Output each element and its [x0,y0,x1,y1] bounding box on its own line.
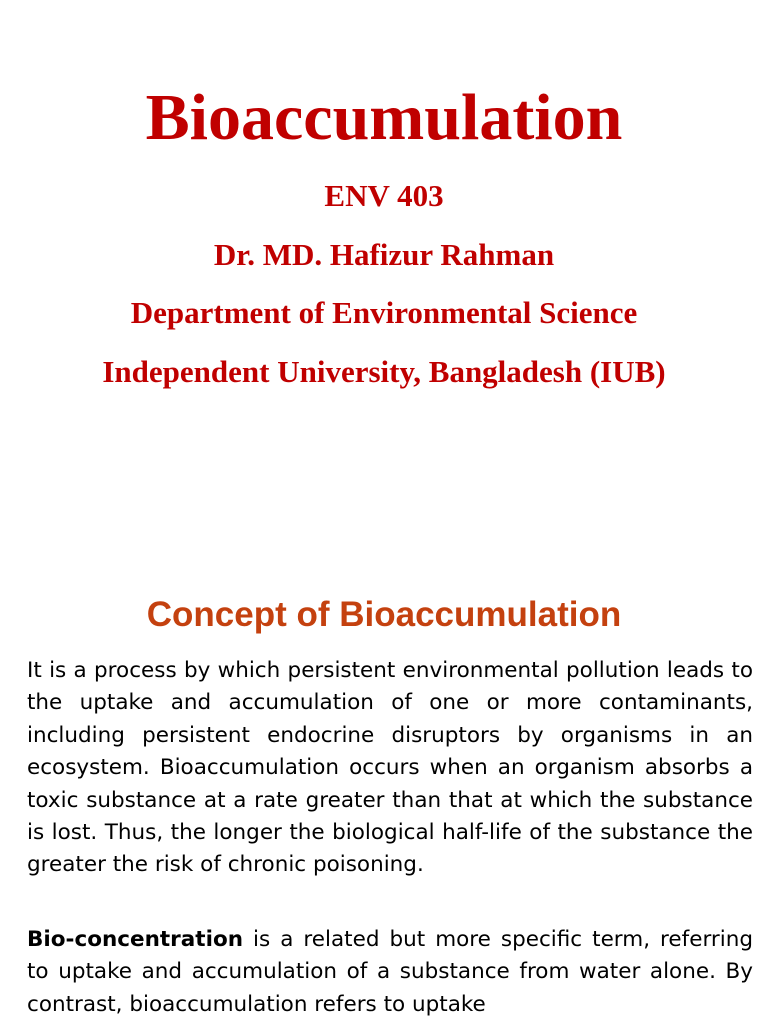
author-name: Dr. MD. Hafizur Rahman [213,237,555,272]
slide-title: Bioaccumulation [145,81,623,154]
department-name: Department of Environmental Science [130,295,638,330]
paragraph-bioconcentration [27,924,753,1021]
section-heading: Concept of Bioaccumulation [146,595,622,634]
university-name: Independent University, Bangladesh (IUB) [102,354,666,389]
paragraph-definition: It is a process by which persistent environmental pollution leads to the uptake and accumulation of one or more contaminants, including persistent endocrine disruptors by organisms in an ecosystem. Bioaccumulation occurs when an organism absorbs a toxic substance at a rate greater than that at which the substance is lost. Thus, the longer the biological half-life of the substance the greater the risk of chronic poisoning. [27,658,753,878]
paragraph-bioconcentration-text: is a related but more specific term, referring to uptake and accumulation of a substance from water alone. By contrast, bioaccumulation refers to uptake [27,927,753,1017]
term-bio-concentration: Bio-concentration [27,927,244,952]
course-code: ENV 403 [324,178,444,213]
content-slide [0,585,768,1024]
